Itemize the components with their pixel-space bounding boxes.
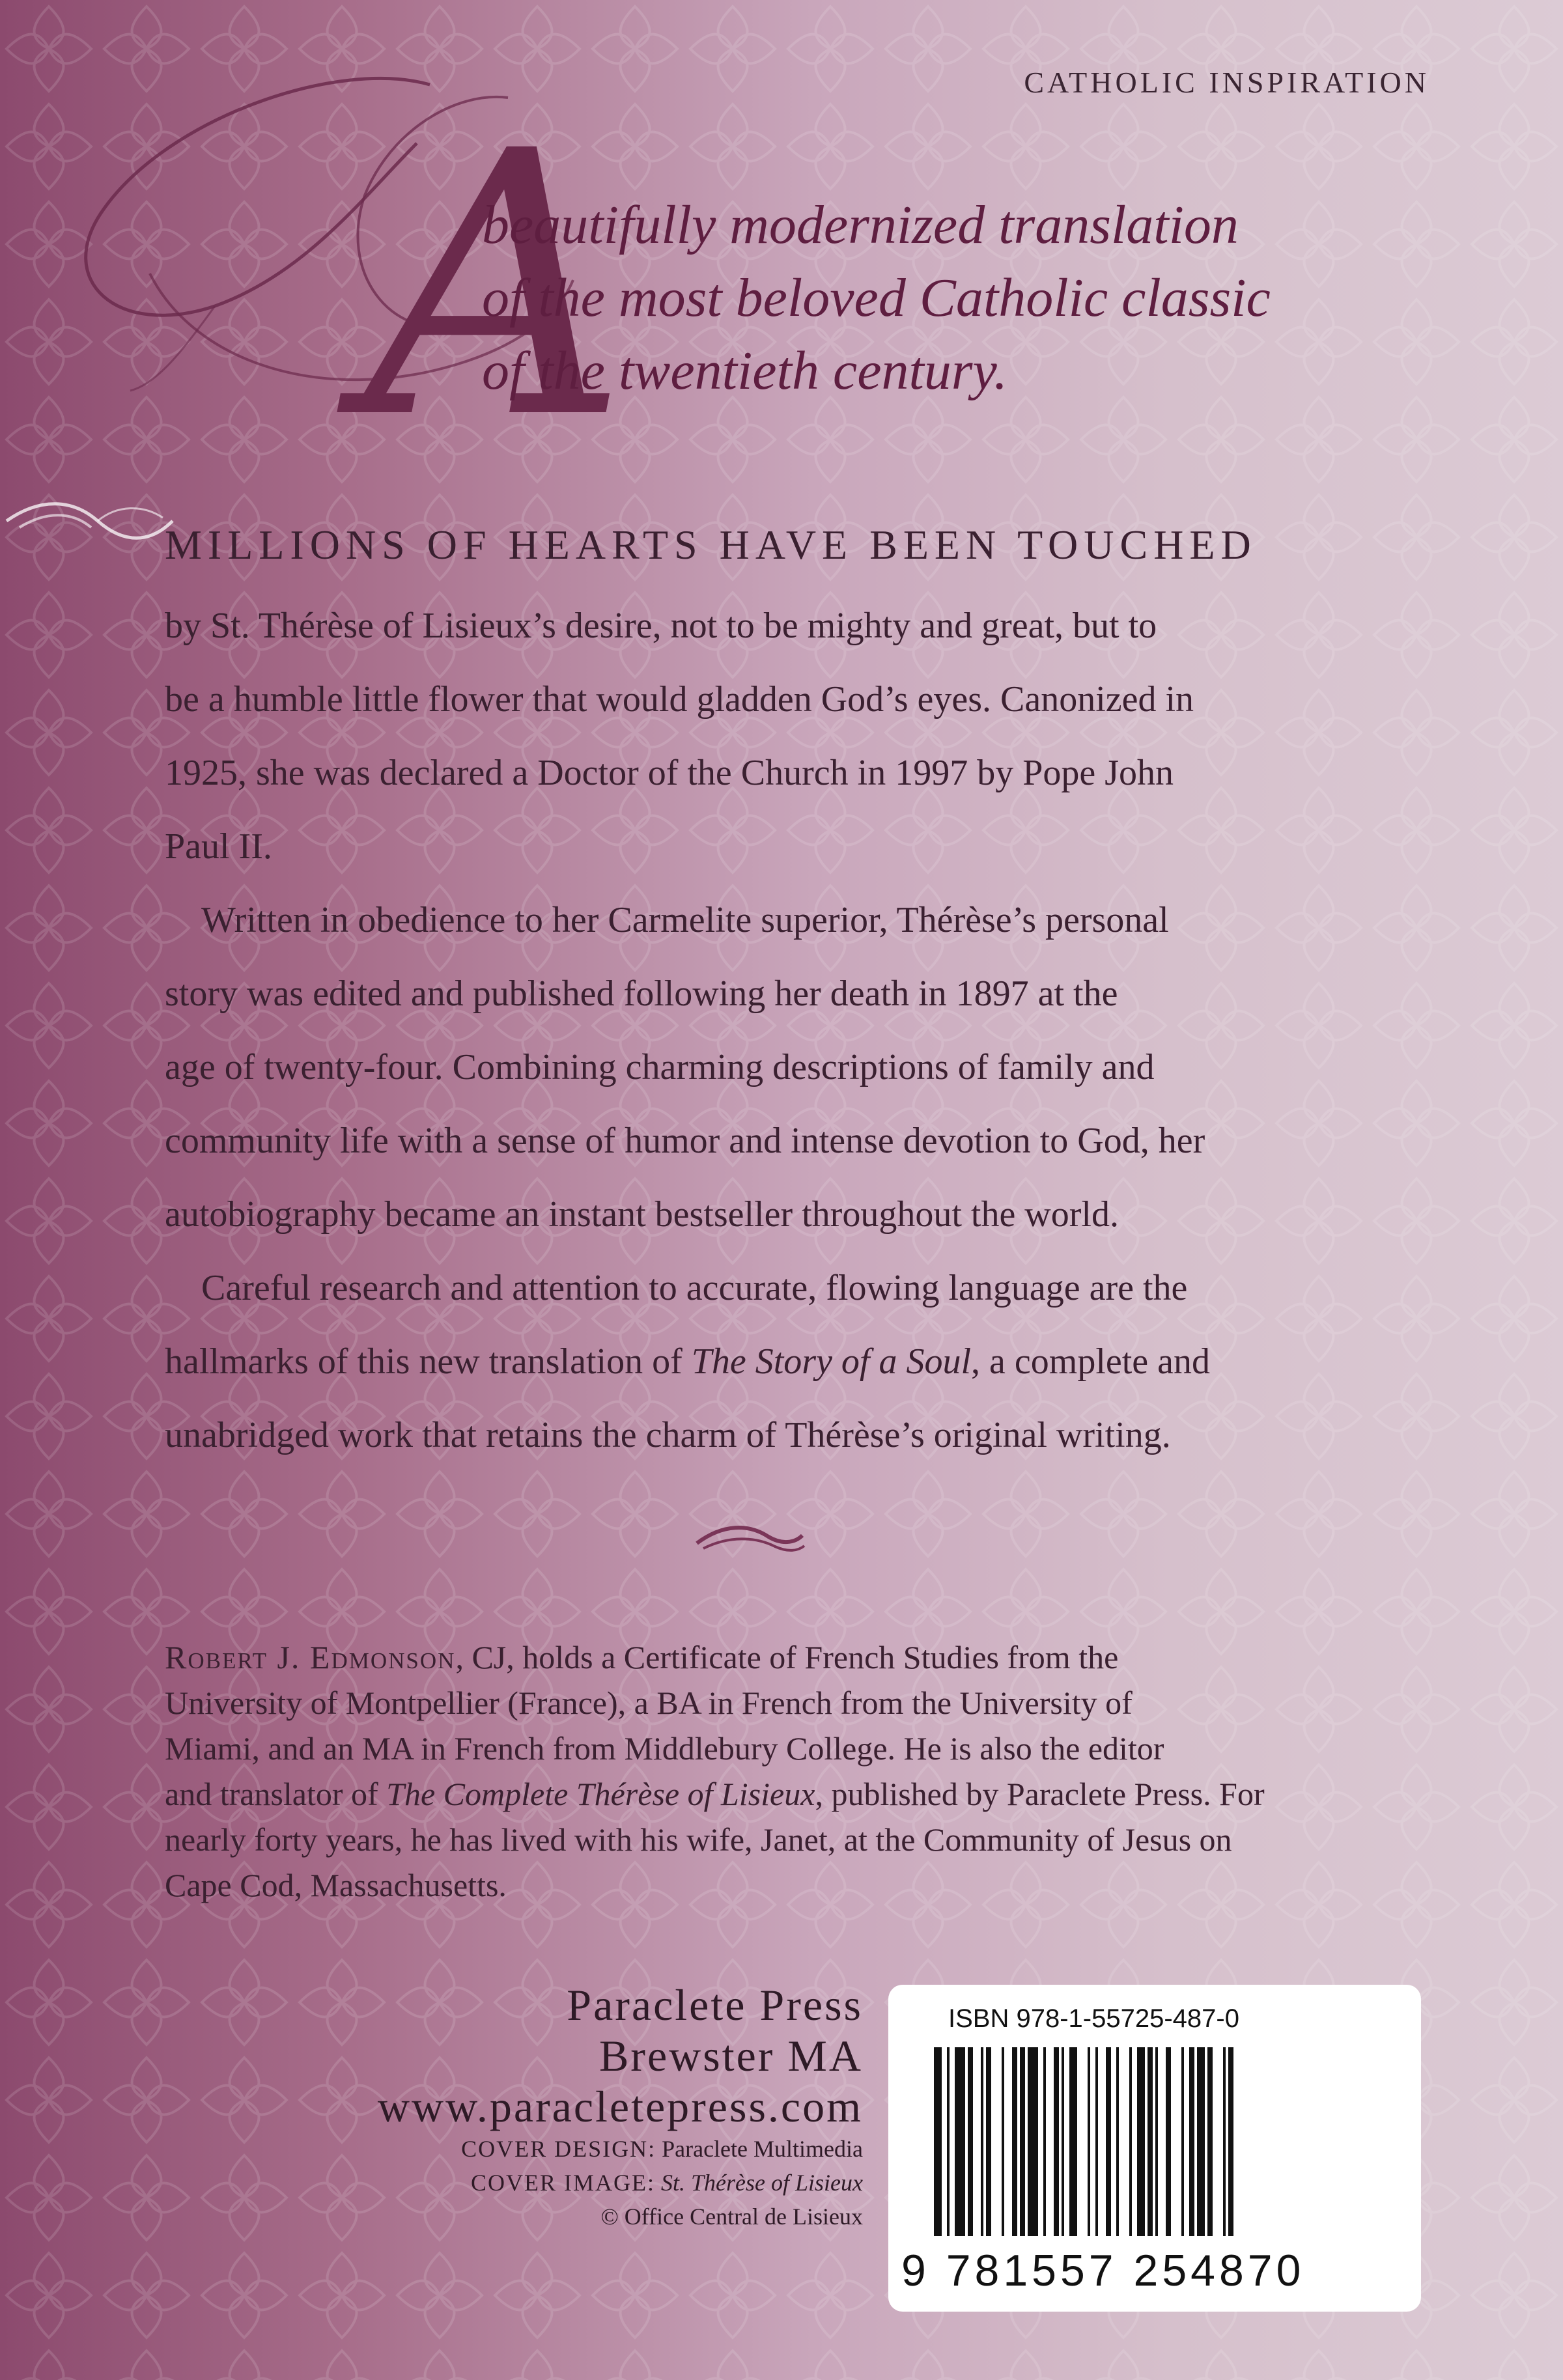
- publisher-location: Brewster MA: [598, 2031, 863, 2080]
- text-line: [165, 1771, 1428, 1817]
- text-line: story was edited and published following her death in 1897 at the: [165, 973, 1118, 1014]
- publisher-website: www.paracletepress.com: [377, 2082, 863, 2131]
- text-line: [165, 1325, 1389, 1399]
- barcode-bar: [1197, 2047, 1205, 2236]
- barcode-number: 9 781557 254870: [901, 2246, 1305, 2295]
- author-bio: [165, 1634, 1428, 1908]
- barcode-bar: [1062, 2047, 1064, 2236]
- paragraph-1: [165, 589, 1389, 884]
- barcode-bar: [986, 2047, 991, 2236]
- text-line: [165, 1634, 1428, 1680]
- barcode-bar: [1129, 2047, 1132, 2236]
- credit-value: Paraclete Multimedia: [662, 2136, 863, 2162]
- publisher-block: [378, 1980, 863, 2233]
- barcode-bar: [1116, 2047, 1119, 2236]
- barcode-bar: [968, 2047, 973, 2236]
- text-line: Miami, and an MA in French from Middlebury College. He is also the editor: [165, 1730, 1164, 1767]
- text-line: nearly forty years, he has lived with his wife, Janet, at the Community of Jesus on: [165, 1821, 1232, 1858]
- tagline-line: of the most beloved Catholic classic: [482, 268, 1271, 328]
- text-line: Written in obedience to her Carmelite superior, Thérèse’s personal: [201, 900, 1169, 940]
- tagline-line: of the twentieth century.: [482, 341, 1008, 401]
- text-line: community life with a sense of humor and intense devotion to God, her: [165, 1121, 1205, 1161]
- barcode-bar: [1148, 2047, 1153, 2236]
- barcode-bar: [1012, 2047, 1017, 2236]
- text-line: be a humble little flower that would gladden God’s eyes. Canonized in: [165, 679, 1194, 720]
- barcode-bar: [1106, 2047, 1111, 2236]
- ornament-divider: [690, 1517, 808, 1563]
- cover-image-credit: [378, 2166, 863, 2200]
- barcode-bar: [1223, 2047, 1226, 2236]
- barcode-bar: [955, 2047, 965, 2236]
- credit-label: COVER DESIGN:: [461, 2136, 656, 2162]
- tagline: [482, 189, 1394, 408]
- barcode-bar: [1137, 2047, 1145, 2236]
- isbn-text: ISBN 978-1-55725-487-0: [948, 2004, 1239, 2033]
- barcode-bar: [1088, 2047, 1090, 2236]
- barcode-bar: [1166, 2047, 1171, 2236]
- text-line: age of twenty-four. Combining charming descriptions of family and: [165, 1047, 1155, 1087]
- description-body: [165, 589, 1389, 1472]
- barcode-bar: [1189, 2047, 1194, 2236]
- text-fragment: , CJ, holds a Certificate of French Studies from the: [455, 1639, 1119, 1675]
- barcode-bar: [947, 2047, 950, 2236]
- tagline-dropcap: A: [365, 74, 628, 499]
- tagline-line: beautifully modernized translation: [482, 195, 1239, 255]
- text-fragment: hallmarks of this new translation of: [165, 1341, 692, 1382]
- barcode-bar: [1095, 2047, 1098, 2236]
- credit-value: St. Thérèse of Lisieux: [661, 2170, 863, 2196]
- barcode-bar: [1155, 2047, 1158, 2236]
- text-line: Careful research and attention to accurate, flowing language are the: [201, 1268, 1188, 1308]
- barcode-bar: [934, 2047, 942, 2236]
- category-label: CATHOLIC INSPIRATION: [1024, 66, 1429, 99]
- barcode-bar: [1054, 2047, 1059, 2236]
- author-name: Robert J. Edmonson: [165, 1639, 456, 1675]
- text-line: University of Montpellier (France), a BA in French from the University of: [165, 1685, 1133, 1721]
- text-fragment: and translator of: [165, 1776, 387, 1812]
- barcode-bar: [1181, 2047, 1184, 2236]
- paragraph-2: [165, 884, 1389, 1252]
- book-title: The Story of a Soul: [691, 1341, 972, 1382]
- barcode-bar: [1002, 2047, 1004, 2236]
- text-fragment: , published by Paraclete Press. For: [815, 1776, 1265, 1812]
- publisher-name: Paraclete Press: [567, 1980, 863, 2030]
- credit-label: COVER IMAGE:: [471, 2170, 656, 2196]
- barcode-bar: [981, 2047, 983, 2236]
- text-line: Cape Cod, Massachusetts.: [165, 1867, 507, 1903]
- text-line: unabridged work that retains the charm of Thérèse’s original writing.: [165, 1415, 1171, 1455]
- barcode-bar: [1020, 2047, 1025, 2236]
- barcode-box: [888, 1985, 1421, 2312]
- barcode-bar: [1228, 2047, 1233, 2236]
- text-line: 1925, she was declared a Doctor of the Church in 1997 by Pope John: [165, 753, 1174, 793]
- barcode-bars: [934, 2047, 1383, 2243]
- text-fragment: , a complete and: [971, 1341, 1210, 1382]
- barcode-bar: [1069, 2047, 1077, 2236]
- text-line: by St. Thérèse of Lisieux’s desire, not to be mighty and great, but to: [165, 606, 1157, 646]
- book-title: The Complete Thérèse of Lisieux: [386, 1776, 815, 1812]
- barcode-bar: [1043, 2047, 1046, 2236]
- paragraph-3: [165, 1252, 1389, 1472]
- text-line: autobiography became an instant bestseller throughout the world.: [165, 1194, 1119, 1235]
- copyright-line: © Office Central de Lisieux: [600, 2204, 863, 2230]
- barcode-bar: [1028, 2047, 1038, 2236]
- barcode-bar: [1207, 2047, 1213, 2236]
- cover-design-credit: [378, 2132, 863, 2166]
- text-line: Paul II.: [165, 826, 272, 867]
- swash-ornament: [0, 492, 176, 550]
- lead-caps-heading: MILLIONS OF HEARTS HAVE BEEN TOUCHED: [165, 522, 1257, 568]
